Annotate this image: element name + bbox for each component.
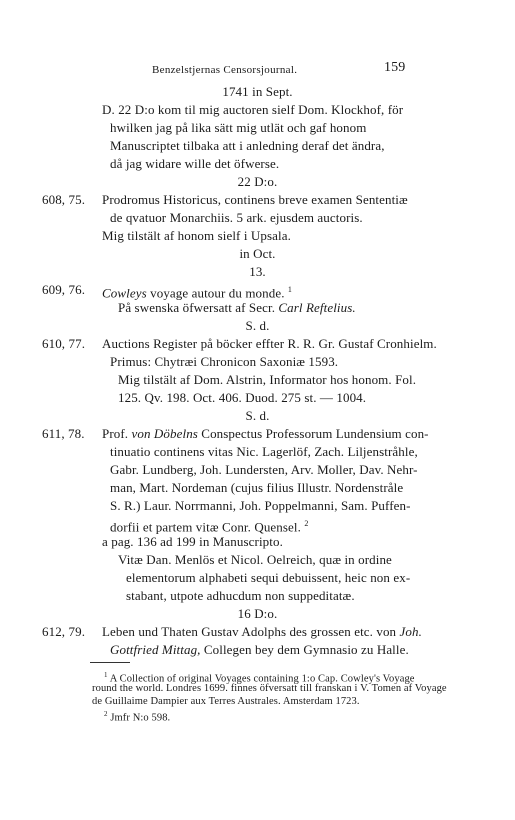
text-line: Gabr. Lundberg, Joh. Lundersten, Arv. Moller, Dav. Nehr- — [110, 462, 418, 477]
page-number: 159 — [384, 60, 406, 75]
text-line: Auctions Register på böcker effter R. R. Gr. Gustaf Cronhielm. — [102, 336, 437, 351]
sign-off: S. d. — [245, 318, 270, 333]
date-heading: 13. — [249, 264, 266, 279]
text-line: stabant, utpote adhucdum non suppeditatæ. — [126, 588, 355, 603]
date-heading: 16 D:o. — [237, 606, 278, 621]
author-name: Cowleys — [102, 285, 147, 301]
text-segment: Jmfr N:o 598. — [110, 712, 171, 724]
text-line: hwilken jag på lika sätt mig utlät och gaf honom — [110, 120, 367, 135]
text-line: de qvatuor Monarchiis. 5 ark. ejusdem auctoris. — [110, 210, 363, 225]
sign-off: S. d. — [245, 408, 270, 423]
date-heading: 22 D:o. — [237, 174, 278, 189]
entry-number: 608, 75. — [42, 192, 86, 207]
text-line: elementorum alphabeti sequi debuissent, heic non ex- — [126, 570, 411, 585]
text-segment: Leben und Thaten Gustav Adolphs des grossen etc. von — [102, 624, 400, 639]
running-title: Benzelstjernas Censorsjournal. — [152, 64, 298, 76]
text-line: D. 22 D:o kom til mig auctoren sielf Dom. Klockhof, för — [102, 102, 404, 117]
text-line: tinuatio continens vitas Nic. Lagerlöf, Zach. Liljenstråhle, — [110, 444, 418, 459]
date-heading: in Oct. — [239, 246, 276, 261]
text-line: man, Mart. Nordeman (cujus filius Illustr. Nordenstråle — [110, 480, 404, 495]
text-line — [102, 426, 429, 442]
text-segment: dorfii et partem vitæ Conr. Quensel. — [110, 519, 305, 535]
text-segment: Collegen bey dem Gymnasio zu Halle. — [200, 642, 409, 657]
footnote-line: round the world. Londres 1699. finnes öfversatt till franskan i V. Tomen af Voyage — [92, 683, 447, 694]
author-name: von Döbelns — [131, 426, 198, 441]
text-segment: På swenska öfwersatt af Secr. — [118, 300, 279, 315]
author-name: Joh. — [399, 624, 422, 639]
text-line: då jag widare wille det öfwerse. — [110, 156, 280, 171]
text-line: S. R.) Laur. Norrmanni, Joh. Poppelmanni, Sam. Puffen- — [110, 498, 411, 513]
text-line: Prodromus Historicus, continens breve examen Sententiæ — [102, 192, 408, 207]
text-line — [110, 642, 409, 658]
text-line — [102, 282, 292, 301]
text-line: Vitæ Dan. Menlös et Nicol. Oelreich, quæ in ordine — [118, 552, 392, 567]
translator-name: Carl Reftelius. — [278, 300, 356, 315]
text-line: 125. Qv. 198. Oct. 406. Duod. 275 st. — 1004. — [118, 390, 367, 405]
text-line: Mig tilstält af Dom. Alstrin, Informator hos honom. Fol. — [118, 372, 417, 387]
text-line: Primus: Chytræi Chronicon Saxoniæ 1593. — [110, 354, 339, 369]
text-line — [102, 624, 422, 640]
entry-number: 610, 77. — [42, 336, 86, 351]
text-segment: A Collection of original Voyages containing 1:o Cap. Cowley's Voyage — [109, 673, 415, 685]
text-line: a pag. 136 ad 199 in Manuscripto. — [102, 534, 283, 549]
footnote-marker: 2 — [104, 710, 108, 718]
entry-number: 611, 78. — [42, 426, 85, 441]
date-heading: 1741 in Sept. — [222, 84, 293, 99]
entry-number: 609, 76. — [42, 282, 86, 297]
entry-number: 612, 79. — [42, 624, 86, 639]
text-segment: voyage autour du monde. — [146, 285, 288, 301]
footnote-ref: 1 — [287, 285, 293, 294]
text-line: Mig tilstält af honom sielf i Upsala. — [102, 228, 291, 243]
text-line — [110, 516, 308, 535]
text-line: Manuscriptet tilbaka att i anledning deraf det ändra, — [110, 138, 385, 153]
text-segment: Conspectus Professorum Lundensium con- — [197, 426, 429, 441]
text-line — [118, 300, 356, 316]
footnote-line: de Guillaime Dampier aux Terres Australes. Amsterdam 1723. — [92, 696, 360, 707]
author-name: Gottfried Mittag, — [110, 642, 201, 657]
footnote-divider — [90, 662, 130, 663]
footnote-marker: 1 — [104, 671, 108, 679]
footnote-line — [104, 708, 170, 725]
footnote-ref: 2 — [304, 519, 309, 528]
text-segment: Prof. — [102, 426, 132, 441]
